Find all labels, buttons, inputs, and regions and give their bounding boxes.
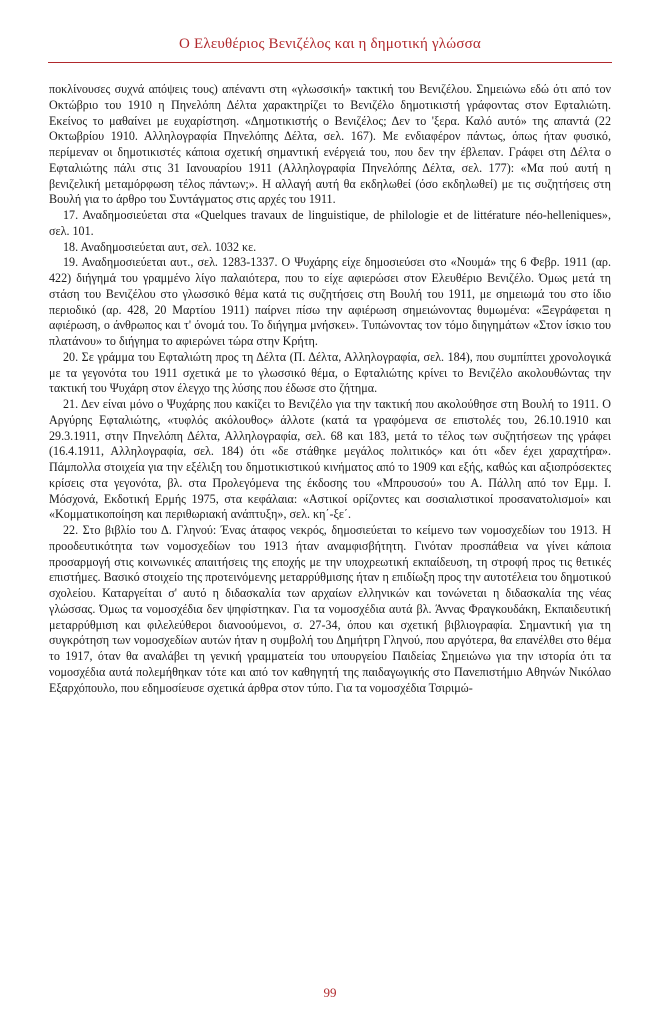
note-19: 19. Αναδημοσιεύεται αυτ., σελ. 1283-1337. Ο Ψυχάρης είχε δημοσιεύσει στο «Νουμά» της 6 Φεβρ. 1911 (αρ. 422) διήγημά του γραμμένο λίγο παλαιότερα, που το είχε αφιερώσει στον Ελευθέριο Βενιζέλο. Όμως μετά τη στάση του Βενιζέλου στο γλωσσικό θέμα κατά τις συζητήσεις στη Βουλή του 1911, με σημειωμά του στο ίδιο περιοδικό (αρ. 428, 20 Μαρτίου 1911) παίρνει πίσω την αφιέρωση σημειώνοντας θυμωμένα: «Ξεγράφεται η αφιέρωση, ο άνθρωπος και τ' όνομά του. Το διήγημα μνήσκει». Τυπώνοντας τον τόμο διηγημάτων «Στον ίσκιο του πλατάνου» το διήγημα το αφιερώνει τώρα στην Κρήτη. xyxy=(49,255,611,348)
running-header: Ο Ελευθέριος Βενιζέλος και η δημοτική γλώσσα xyxy=(179,36,481,52)
note-21: 21. Δεν είναι μόνο ο Ψυχάρης που κακίζει το Βενιζέλο για την τακτική που ακολούθησε στη Βουλή το 1911. Ο Αργύρης Εφταλιώτης, «τυφλός ακόλουθος» άλλοτε (κατά τα γραφόμενα σε επιστολές του, 26.10.1910 και 29.3.1911, στην Πηνελόπη Δέλτα, Αλληλογραφία, σελ. 68 και 183, μετά το τέλος των συζητήσεων της γράφει (16.4.1911, Αλληλογραφία, σελ. 184) ότι «δε στάθηκε μεγάλος πολιτικός» και ότι «δεν έχει χαραχτήρα». Πάμπολλα στοιχεία για την εξέλιξη του δημοτικιστικού κινήματος από το 1909 και εξής, καθώς και αξιοπρόσεκτες κρίσεις στα γεγονότα, βλ. στα Προλεγόμενα της έκδοσης του «Μπρουσού» του Α. Πάλλη από τον Εμμ. Ι. Μόσχονά, Εκδοτική Ερμής 1975, στα κεφάλαια: «Αστικοί ορίζοντες και σοσιαλιστικοί προσανατολισμοί» και «Κομματικοποίηση και περιθωριακή ανάπτυξη», σελ. κη΄-ξε΄. xyxy=(49,397,611,522)
note-18: 18. Αναδημοσιεύεται αυτ, σελ. 1032 κε. xyxy=(63,239,257,254)
header-rule xyxy=(48,62,612,63)
note-continuation: ποκλίνουσες συχνά απόψεις τους) απέναντι στη «γλωσσική» τακτική του Βενιζέλου. Σημειώνω εδώ ότι από τον Οκτώβριο του 1910 η Πηνελόπη Δέλτα χαρακτηρίζει το Βενιζέλο δημοτικιστή γράφοντας στον Εφταλιώτη. Εκείνος το μαθαίνει με ευχαρίστηση. «Δημοτικιστής ο Βενιζέλος; Δεν το 'ξερα. Καλό αυτό» της απαντά (22 Οκτωβρίου 1910. Αλληλογραφία Πηνελόπης Δέλτα, σελ. 167). Με ενδιαφέρον πάντως, όπως ήταν φυσικό, περίμεναν οι δημοτικιστές κάποια σχετική σημαντική ενέργειά του, που δεν την έβλεπαν. Γράφει στη Δέλτα ο Εφταλιώτης πάλι στις 31 Ιανουαρίου 1911 (Αλληλογραφία Πηνελόπης Δέλτα, σελ. 177): «Μα πού αυτή η βενιζελική μεταμόρφωση τέλος πάντων;». Η αλλαγή αυτή θα εκδηλωθεί (όσο εκδηλωθεί) με τις συζητήσεις στη Βουλή για το άρθρο του Συντάγματος στις αρχές του 1911. xyxy=(49,82,611,207)
notes-body xyxy=(49,82,611,696)
note-22: 22. Στο βιβλίο του Δ. Γληνού: Ένας άταφος νεκρός, δημοσιεύεται το κείμενο των νομοσχεδίων του 1913. Η προοδευτικότητα των νομοσχεδίων του 1913 ήταν αναμφισβήτητη. Γινόταν προσπάθεια να γίνει κάποια προσαρμογή στις κοινωνικές απαιτήσεις της εποχής με την υποχρεωτική εκπαίδευση, τη στροφή προς τις θετικές επιστήμες. Βασικό στοιχείο της προτεινόμενης μεταρρύθμισης ήταν η επιδίωξη προς την αυτοτέλεια του δημοτικού σχολείου. Καταργείται σ' αυτό η διδασκαλία των αρχαίων ελληνικών και τονώνεται η διδασκαλία της νέας γλώσσας. Όμως τα νομοσχέδια δεν ψηφίστηκαν. Για τα νομοσχέδια αυτά βλ. Άννας Φραγκουδάκη, Εκπαιδευτική μεταρρύθμιση και φιλελεύθεροι διανοούμενοι, σ. 27-34, όπου και σχετική βιβλιογραφία. Σημαντική για τη συγκρότηση των νομοσχεδίων αυτών ήταν η συμβολή του Δημήτρη Γληνού, που αργότερα, θα επανέλθει στο θέμα το 1917, όταν θα αναλάβει τη γενική γραμματεία του υπουργείου Παιδείας Σημειώνω για την ιστορία ότι τα νομοσχέδια αυτά πολεμήθηκαν τότε και από τον καθηγητή της παιδαγωγικής στο Πανεπιστήμιο Αθηνών Νικόλαο Εξαρχόπουλο, που εδημοσίευσε σχετικά άρθρα στον τύπο. Για τα νομοσχέδια Τσιριμώ- xyxy=(49,523,611,695)
note-20: 20. Σε γράμμα του Εφταλιώτη προς τη Δέλτα (Π. Δέλτα, Αλληλογραφία, σελ. 184), που συμπίπτει χρονολογικά με τα γεγονότα του 1911 σχετικά με το γλωσσικό θέμα, ο Εφταλιώτης κρίνει το Βενιζέλο ακολουθώντας την τακτική του Ψυχάρη στον έλεγχο της λύσης που έδωσε στο ζήτημα. xyxy=(49,349,611,396)
note-17: 17. Αναδημοσιεύεται στα «Quelques travaux de linguistique, de philologie et de littérature néo-helleniques», σελ. 101. xyxy=(49,208,611,238)
page-number: 99 xyxy=(323,985,337,1000)
